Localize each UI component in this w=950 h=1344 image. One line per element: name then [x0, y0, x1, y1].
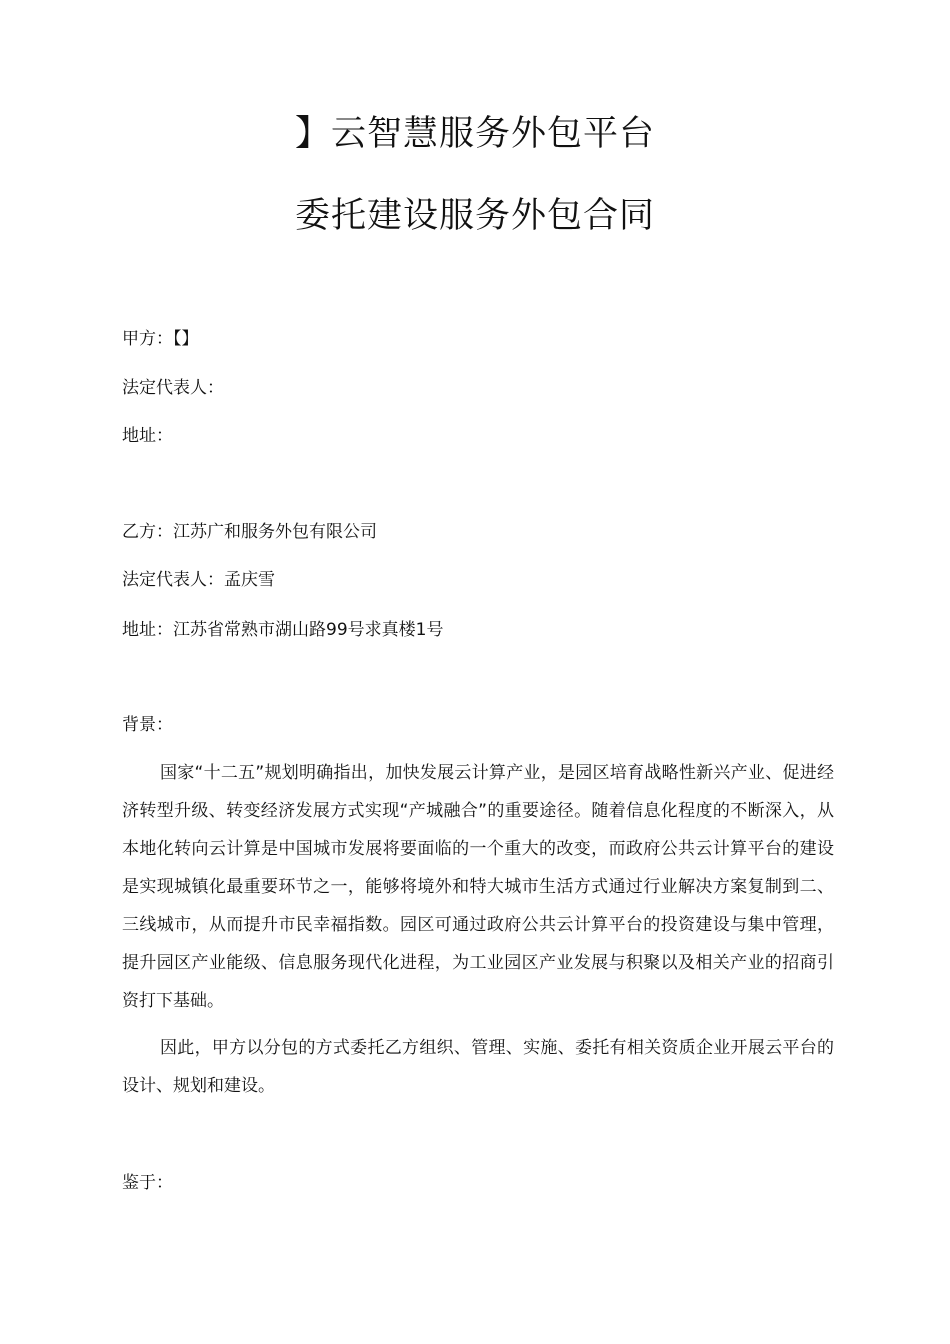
party-a-rep-label: 法定代表人：: [122, 378, 224, 398]
party-b-address-field: [122, 618, 443, 642]
document-title-line-2: 委托建设服务外包合同: [294, 196, 655, 236]
whereas-heading: 鉴于：: [122, 1173, 173, 1193]
party-b-name: 江苏广和服务外包有限公司: [173, 522, 377, 542]
background-paragraph-2: 因此，甲方以分包的方式委托乙方组织、管理、实施、委托有相关资质企业开展云平台的设计、规划和建设。: [122, 1038, 834, 1096]
party-a-address-field: [122, 424, 173, 448]
party-b-rep: 孟庆雪: [224, 570, 275, 590]
party-a-address-label: 地址：: [122, 426, 173, 446]
party-b-field: [122, 520, 377, 544]
party-b-address-label: 地址：: [122, 620, 173, 640]
party-a-label: 甲方：: [122, 329, 173, 349]
party-b-address: 江苏省常熟市湖山路99号求真楼1号: [173, 620, 444, 640]
document-title-line-1: 】云智慧服务外包平台: [294, 114, 655, 154]
background-paragraph-1: 国家“十二五”规划明确指出，加快发展云计算产业，是园区培育战略性新兴产业、促进经济转型升级、转变经济发展方式实现“产城融合”的重要途径。随着信息化程度的不断深入，从本地化转向云计算是中国城市发展将要面临的一个重大的改变，而政府公共云计算平台的建设是实现城镇化最重要环节之一，能够将境外和特大城市生活方式通过行业解决方案复制到二、三线城市，从而提升市民幸福指数。园区可通过政府公共云计算平台的投资建设与集中管理，提升园区产业能级、信息服务现代化进程，为工业园区产业发展与积聚以及相关产业的招商引资打下基础。: [122, 763, 834, 1011]
party-a-field: [122, 327, 199, 351]
party-a-rep-field: [122, 376, 224, 400]
party-a-name: 【】: [173, 329, 199, 349]
party-b-rep-field: [122, 568, 275, 592]
party-b-rep-label: 法定代表人：: [122, 570, 224, 590]
background-heading: 背景：: [122, 715, 173, 735]
party-b-label: 乙方：: [122, 522, 173, 542]
